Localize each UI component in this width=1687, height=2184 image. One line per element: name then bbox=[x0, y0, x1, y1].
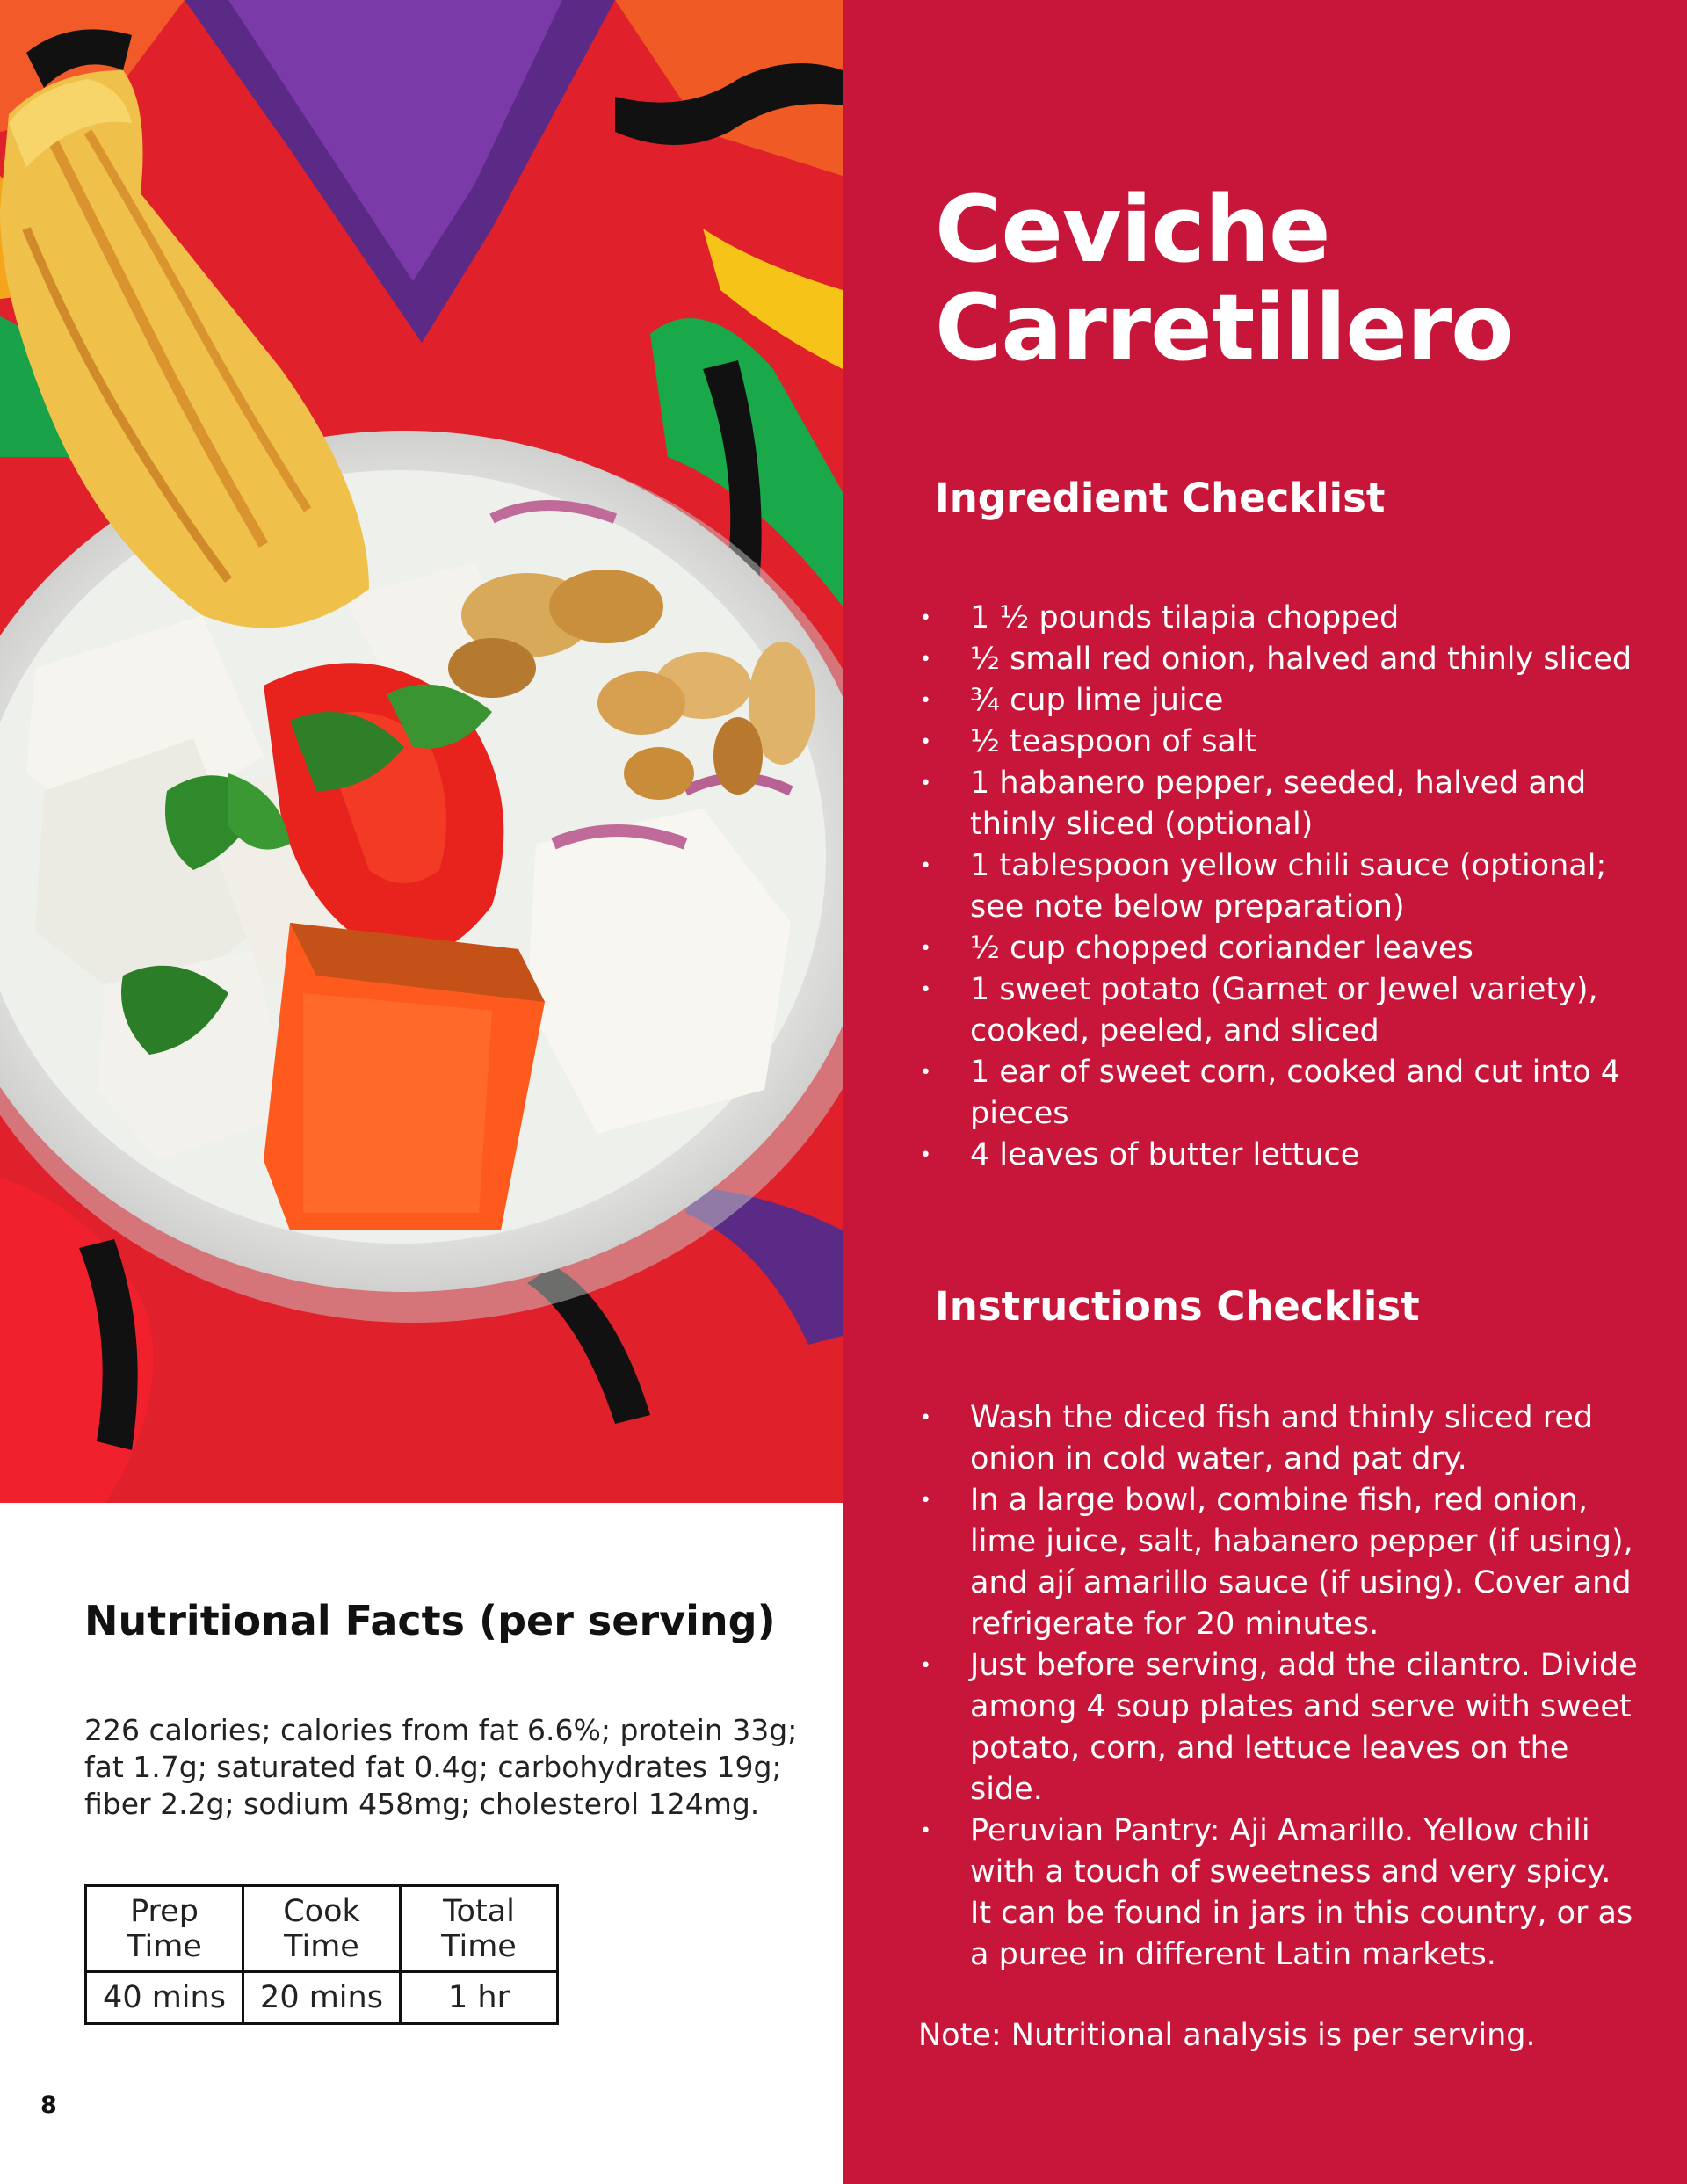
nutrition-note: Note: Nutritional analysis is per serving. bbox=[918, 2018, 1536, 2053]
total-time-label-2: Time bbox=[441, 1928, 517, 1964]
prep-time-header bbox=[86, 1886, 243, 1972]
ingredient-item: • 1 tablespoon yellow chili sauce (optional; see note below preparation) bbox=[918, 845, 1639, 928]
ceviche-bowl-illustration bbox=[0, 0, 843, 1503]
ingredient-checklist-heading: Ingredient Checklist bbox=[935, 475, 1386, 521]
instruction-item: • In a large bowl, combine fish, red onion, lime juice, salt, habanero pepper (if using), and ají amarillo sauce (if using). Cover and refrigerate for 20 minutes. bbox=[918, 1480, 1639, 1645]
ingredient-item: • ½ cup chopped coriander leaves bbox=[918, 928, 1639, 969]
ingredient-item: • 1 habanero pepper, seeded, halved and thinly sliced (optional) bbox=[918, 763, 1639, 845]
total-time-value: 1 hr bbox=[401, 1972, 558, 2024]
recipe-panel bbox=[843, 0, 1687, 2184]
ingredient-item: • ¾ cup lime juice bbox=[918, 680, 1639, 722]
time-table bbox=[84, 1884, 559, 2025]
cook-time-label-2: Time bbox=[284, 1928, 359, 1964]
page-number: 8 bbox=[40, 2092, 57, 2119]
prep-time-label-1: Prep bbox=[130, 1893, 199, 1929]
ingredient-item: • ½ teaspoon of salt bbox=[918, 722, 1639, 763]
prep-time-label-2: Time bbox=[127, 1928, 202, 1964]
recipe-title-line2: Carretillero bbox=[935, 274, 1513, 381]
recipe-title-line1: Ceviche bbox=[935, 176, 1330, 283]
ingredient-item: • 1 sweet potato (Garnet or Jewel variety), cooked, peeled, and sliced bbox=[918, 969, 1639, 1052]
nutrition-facts-text: 226 calories; calories from fat 6.6%; protein 33g; fat 1.7g; saturated fat 0.4g; carbohydrates 19g; fiber 2.2g; sodium 458mg; cholesterol 124mg. bbox=[84, 1713, 798, 1821]
instruction-item: • Just before serving, add the cilantro. Divide among 4 soup plates and serve with sweet potato, corn, and lettuce leaves on the side. bbox=[918, 1645, 1639, 1810]
ceviche-photo bbox=[0, 0, 843, 1503]
total-time-header bbox=[401, 1886, 558, 1972]
ingredient-list bbox=[918, 598, 1639, 1176]
ingredient-item: • 1 ½ pounds tilapia chopped bbox=[918, 598, 1639, 639]
ingredient-item: • 1 ear of sweet corn, cooked and cut into 4 pieces bbox=[918, 1052, 1639, 1135]
cook-time-value: 20 mins bbox=[243, 1972, 401, 2024]
ingredient-item: • 4 leaves of butter lettuce bbox=[918, 1135, 1639, 1176]
instruction-item: • Peruvian Pantry: Aji Amarillo. Yellow chili with a touch of sweetness and very spicy. It can be found in jars in this country, or as a puree in different Latin markets. bbox=[918, 1810, 1639, 1976]
total-time-label-1: Total bbox=[443, 1893, 515, 1929]
nutrition-heading: Nutritional Facts (per serving) bbox=[84, 1597, 776, 1644]
instructions-list bbox=[918, 1397, 1639, 1976]
instruction-item: • Wash the diced fish and thinly sliced red onion in cold water, and pat dry. bbox=[918, 1397, 1639, 1480]
prep-time-value: 40 mins bbox=[86, 1972, 243, 2024]
cook-time-header bbox=[243, 1886, 401, 1972]
instructions-checklist-heading: Instructions Checklist bbox=[935, 1283, 1420, 1330]
ingredient-item: • ½ small red onion, halved and thinly sliced bbox=[918, 639, 1639, 680]
cook-time-label-1: Cook bbox=[283, 1893, 360, 1929]
recipe-title bbox=[935, 176, 1513, 381]
